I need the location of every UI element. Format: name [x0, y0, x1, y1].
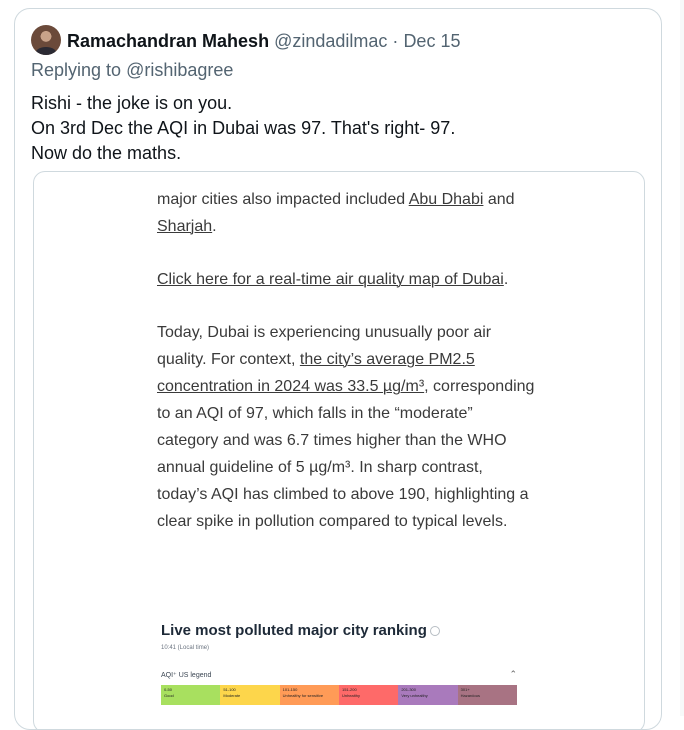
replying-mention-link[interactable]: @rishibagree	[126, 60, 234, 80]
avatar-shirt	[35, 47, 57, 55]
article-text: , corresponding to an AQI of 97, which falls in the “moderate” category and was 6.7 times higher than the WHO annual guideline of 5 µg/m³. In sharp contrast, today’s AQI has climbed to above 190, highlighting a clear spike in pollution compared to typical levels.	[157, 378, 535, 530]
tweet-text-line: Rishi - the joke is on you.	[31, 93, 233, 113]
legend-range: 151-200	[341, 687, 357, 692]
legend-category: Unhealthy for sensitive	[282, 693, 324, 698]
legend-segment	[398, 685, 457, 705]
legend-category: Very unhealthy	[401, 693, 428, 698]
replying-label: Replying to	[31, 60, 122, 80]
header-separator: ·	[392, 31, 399, 51]
ranking-title-text: Live most polluted major city ranking	[161, 622, 427, 639]
attached-screenshot[interactable]	[33, 171, 645, 730]
author-avatar[interactable]	[31, 25, 61, 55]
tweet-date[interactable]: Dec 15	[403, 31, 461, 51]
replying-to	[31, 60, 233, 81]
legend-category: Good	[164, 693, 174, 698]
legend-segment	[161, 685, 220, 705]
article-paragraph	[157, 319, 537, 535]
legend-category: Unhealthy	[341, 693, 360, 698]
tweet-header	[67, 30, 460, 52]
legend-range: 0-50	[164, 687, 173, 692]
legend-segment	[458, 685, 517, 705]
legend-category: Hazardous	[460, 693, 480, 698]
tweet-text	[31, 91, 455, 166]
ranking-time: 10:41 (Local time)	[161, 645, 210, 651]
abu-dhabi-link: Abu Dhabi	[408, 191, 484, 208]
sharjah-link: Sharjah	[157, 218, 213, 235]
info-icon	[430, 626, 440, 636]
legend-range: 51-100	[223, 687, 236, 692]
page-scrollbar[interactable]	[680, 0, 684, 716]
ranking-title	[161, 622, 521, 639]
article-text: .	[503, 271, 509, 288]
author-name[interactable]: Ramachandran Mahesh	[67, 31, 270, 51]
legend-range: 101-150	[282, 687, 298, 692]
article-text: .	[212, 218, 217, 235]
article-paragraph	[157, 186, 537, 240]
legend-label: AQI⁺ US legend	[161, 672, 212, 679]
article-text: major cities also impacted included	[157, 191, 409, 208]
chevron-up-icon: ⌃	[509, 669, 517, 679]
pm25-average-link: the city’s average PM2.5 concentration in 2024 was 33.5 µg/m³	[157, 351, 475, 395]
article-excerpt	[157, 186, 537, 561]
legend-segment	[220, 685, 279, 705]
legend-segment	[339, 685, 398, 705]
aqi-legend-bar	[161, 685, 517, 705]
legend-segment	[280, 685, 339, 705]
article-text: Today, Dubai is experiencing unusually poor air quality. For context,	[157, 324, 492, 368]
article-text: and	[483, 191, 515, 208]
legend-range: 201-300	[401, 687, 416, 692]
article-paragraph	[157, 266, 537, 293]
author-handle[interactable]: @zindadilmac	[274, 31, 388, 51]
legend-range: 301+	[460, 687, 470, 692]
tweet-text-line: Now do the maths.	[31, 143, 182, 163]
tweet-text-line: On 3rd Dec the AQI in Dubai was 97. That's right- 97.	[31, 118, 456, 138]
air-quality-map-link: Click here for a real-time air quality map of Dubai	[157, 271, 504, 288]
city-ranking-widget	[161, 622, 521, 705]
tweet-card[interactable]	[14, 8, 662, 730]
legend-category: Moderate	[223, 693, 241, 698]
aqi-legend-header	[161, 671, 517, 679]
